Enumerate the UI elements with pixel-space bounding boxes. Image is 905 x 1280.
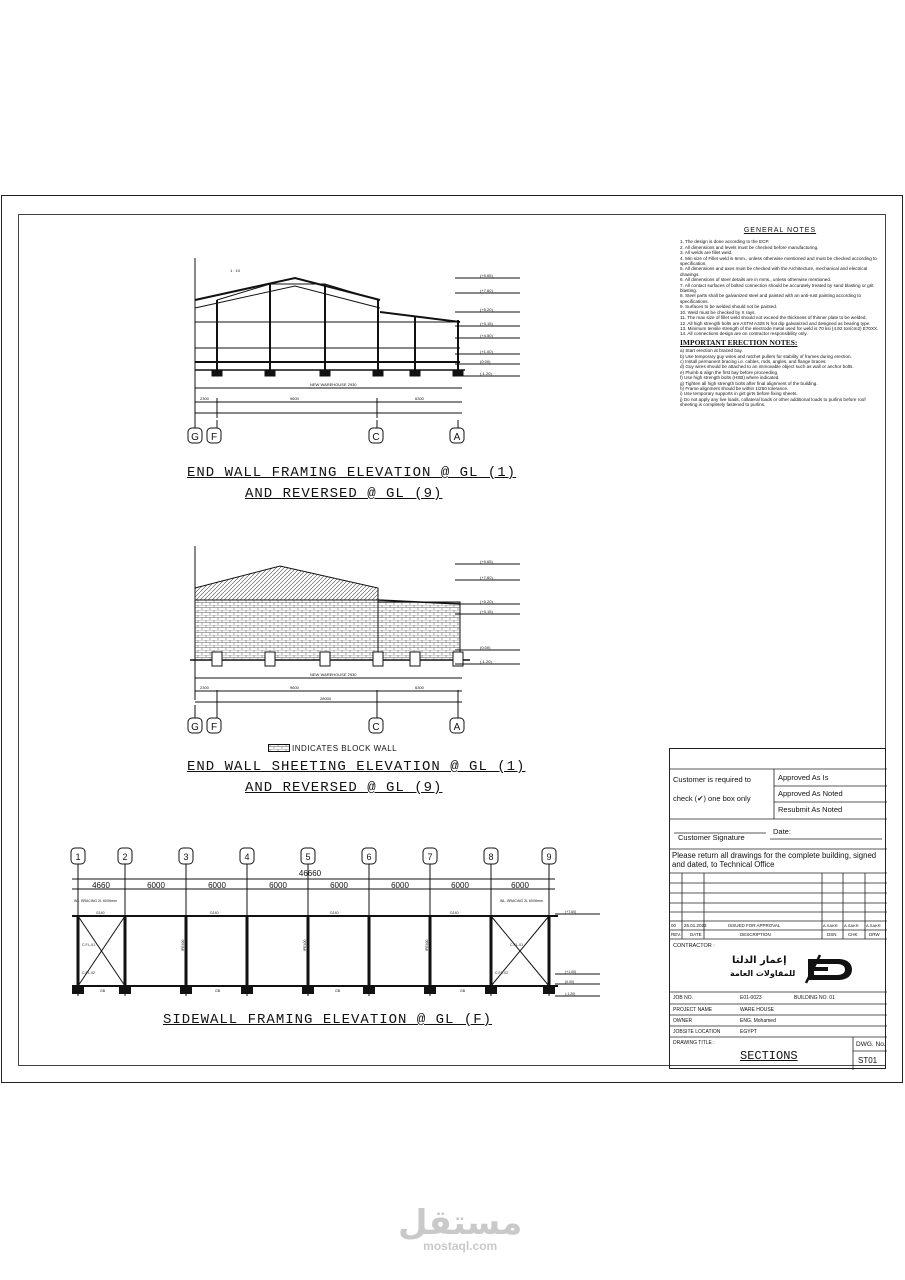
level-label: (+9.65) xyxy=(480,273,493,278)
total-label: NEW WAREHOUSE 2930 xyxy=(310,382,357,387)
note-item: 8. Steel parts shall be galvanized steel and painted with an anti-rust painting according to specifications. xyxy=(680,293,862,304)
gridline-label: 7 xyxy=(427,852,433,862)
gridline-label: G xyxy=(191,722,199,733)
sidewall-framing-elevation xyxy=(60,846,600,1006)
gridline-label: 3 xyxy=(183,852,189,862)
dim-label: 6300 xyxy=(415,396,424,401)
general-notes xyxy=(680,228,880,408)
note-item: 3. All welds are fillet weld. xyxy=(680,250,733,256)
end-wall-framing-subtitle: AND REVERSED @ GL (9) xyxy=(245,486,443,502)
location-label: JOBSITE LOCATION xyxy=(673,1029,721,1035)
level-label: (+3.15) xyxy=(480,609,493,614)
gridline-label: G xyxy=(191,432,199,443)
strut-label: C.F.L.01 xyxy=(82,943,96,947)
level-label: (+3.15) xyxy=(480,321,493,326)
girt-label: G140 xyxy=(96,911,105,915)
project-label: PROJECT NAME xyxy=(673,1007,713,1013)
note-item: 14. All connections design are on contractor responsibility only. xyxy=(680,331,808,337)
rev-date: 25.01.2023 xyxy=(684,923,707,928)
gridline-label: 2 xyxy=(122,852,128,862)
level-label: (+7.60) xyxy=(480,288,493,293)
approved-option[interactable]: Approved As Is xyxy=(778,773,829,782)
note-item: 7. All contact surfaces of bolted connection should be accurately treated by sand blasting or grit blasting. xyxy=(680,282,874,294)
location-value: EGYPT xyxy=(740,1029,757,1035)
gridline-label: A xyxy=(453,722,461,733)
owner-label: OWNER xyxy=(673,1018,693,1024)
level-label: (+1.00) xyxy=(565,970,577,974)
resubmit-option[interactable]: Resubmit As Noted xyxy=(778,805,843,814)
rev-no: 00 xyxy=(671,923,677,928)
level-label: (-1.20) xyxy=(565,992,576,996)
level-label: (+7.60) xyxy=(565,910,577,914)
strut-label: C.F.L.02 xyxy=(495,971,509,975)
column-label: IPE400 xyxy=(425,939,429,951)
watermark-latin: mostaql.com xyxy=(423,1239,498,1253)
end-wall-sheeting-elevation xyxy=(180,540,520,720)
signature-label: Customer Signature xyxy=(678,833,745,842)
note-item: 1. The design is done according to the ECP. xyxy=(680,239,770,245)
gridline-label: 1 xyxy=(75,852,81,862)
h-description: DESCRIPTION xyxy=(740,932,771,937)
note-item: 2. All dimensions and levels must be checked before manufacturing. xyxy=(680,244,819,250)
h-chk: CHK xyxy=(848,932,858,937)
bracing-note: WL. BRACING 2L 60X6mm xyxy=(74,899,117,903)
girt-label: G140 xyxy=(210,911,219,915)
level-label: (0.00) xyxy=(480,359,491,364)
gridline-label: C xyxy=(372,432,380,443)
return-instruction: Please return all drawings for the complete building, signed and dated, to Technical Office xyxy=(672,851,877,869)
drawing-title-label: DRAWING TITLE : xyxy=(673,1040,715,1046)
dim-label: 6300 xyxy=(415,685,424,690)
gridline-label: F xyxy=(210,722,218,733)
gridline-label: C xyxy=(372,722,380,733)
erection-item: j) Do not apply any live loads, collateral loads or other additional loads to purlins before roof sheeting is completely fastened to purlins. xyxy=(680,396,866,408)
total-label: NEW WAREHOUSE 2930 xyxy=(310,672,357,677)
logo-arabic-line2: للمقاولات العامة xyxy=(730,969,796,978)
sidewall-title: SIDEWALL FRAMING ELEVATION @ GL (F) xyxy=(163,1012,493,1028)
h-dsn: DSN xyxy=(827,932,837,937)
general-notes-list xyxy=(680,239,880,336)
note-item: 11. The max size of fillet weld should not exceed the thickness of thinner plate to be welded. xyxy=(680,315,867,321)
note-item: 6. All dimensions of steel details are in mms., unless otherwise mentioned. xyxy=(680,277,832,283)
erection-item: d) Guy wires should be attached to an immovable object such as wall or anchor bolts. xyxy=(680,364,854,370)
erection-item: i) Use temporary supports in girt girts before fixing sheets. xyxy=(680,391,798,397)
strut-label: C.F.L.02 xyxy=(82,971,96,975)
strut-label: C.F.L.01 xyxy=(510,943,524,947)
bay-dim: 4660 xyxy=(92,881,110,890)
foot-label: GB xyxy=(215,989,221,993)
erection-item: e) Plumb & align the first bay before proceeding. xyxy=(680,369,779,375)
note-item: 13. Minimum tensile strength of the electrode metal used for weld is 70 ksi (4.92 ton/cm2) E70XX. xyxy=(680,325,879,331)
rev-drawer: A.SAKR xyxy=(866,923,881,928)
dim-label: 28000 xyxy=(320,696,332,701)
bay-dim: 6000 xyxy=(330,881,348,890)
erection-item: a) Start erection at braced bay. xyxy=(680,348,743,354)
level-label: (+5.20) xyxy=(480,307,493,312)
gridline-label: 4 xyxy=(244,852,250,862)
level-label: (-1.20) xyxy=(480,371,492,376)
title-block xyxy=(669,748,886,1069)
erection-item: h) Frame alignment should be within 1/250 tolerance. xyxy=(680,385,789,391)
company-logo-icon xyxy=(804,953,854,985)
foot-label: GB xyxy=(100,989,106,993)
job-label: JOB NO. xyxy=(673,995,694,1001)
watermark xyxy=(398,1203,522,1253)
level-label: (+1.00) xyxy=(480,349,493,354)
bay-dim: 6000 xyxy=(208,881,226,890)
owner-value: ENG. Mohamed xyxy=(740,1018,776,1024)
end-wall-sheeting-title: END WALL SHEETING ELEVATION @ GL (1) xyxy=(187,759,526,775)
note-item: 4. Min size of Fillet weld is 6mm., unless otherwise mentioned and must be checked according to specification. xyxy=(680,255,877,267)
bay-dim: 6000 xyxy=(511,881,529,890)
slope-label: 1 : 10 xyxy=(230,268,241,273)
erection-heading: IMPORTANT ERECTION NOTES: xyxy=(680,337,798,347)
column-label: IPE400 xyxy=(181,939,185,951)
erection-item: b) Use temporary guy wires and ratchet pullers for stability of frames during erection. xyxy=(680,353,852,359)
check-instruction: check (✔) one box only xyxy=(673,794,751,803)
level-label: (+9.65) xyxy=(480,559,493,564)
level-label: (0.00) xyxy=(565,980,575,984)
end-wall-sheeting-subtitle: AND REVERSED @ GL (9) xyxy=(245,780,443,796)
end-wall-framing-title: END WALL FRAMING ELEVATION @ GL (1) xyxy=(187,465,517,481)
dim-label: 2300 xyxy=(200,685,209,690)
erection-item: f) Use high strength bolts (HSB) where indicated. xyxy=(680,375,780,381)
girt-label: G140 xyxy=(450,911,459,915)
logo-arabic-line1: إعمار الدلتا xyxy=(732,955,787,966)
foot-label: GB xyxy=(335,989,341,993)
dwg-no-label: DWG. No. xyxy=(856,1041,886,1048)
note-item: 10. Weld must be checked by X rays. xyxy=(680,309,756,315)
job-value: E01-0023 xyxy=(740,995,762,1001)
drawing-title: SECTIONS xyxy=(740,1049,798,1063)
h-date: DATE xyxy=(690,932,702,937)
project-value: WARE HOUSE xyxy=(740,1007,774,1013)
girt-label: G140 xyxy=(330,911,339,915)
column-label: IPE400 xyxy=(303,939,307,951)
note-item: 5. All dimensions and axes must be checked with the Architecture, mechanical and electrical drawings. xyxy=(680,266,868,277)
level-label: (+7.60) xyxy=(480,575,493,580)
h-drw: DRW xyxy=(869,932,880,937)
bracing-note: WL. BRACING 2L 60X6mm xyxy=(500,899,543,903)
foot-label: GB xyxy=(460,989,466,993)
end-wall-framing-elevation xyxy=(180,250,520,450)
gridline-label: 8 xyxy=(488,852,494,862)
dim-label: 9600 xyxy=(290,396,299,401)
bay-dim: 6000 xyxy=(391,881,409,890)
sheeting-gridlines xyxy=(185,716,475,736)
rev-description: ISSUED FOR APPROVAL xyxy=(728,923,781,928)
dwg-no: ST01 xyxy=(858,1056,878,1065)
customer-required: Customer is required to xyxy=(673,775,751,784)
legend-label: INDICATES BLOCK WALL xyxy=(292,744,398,753)
notes-heading: GENERAL NOTES xyxy=(743,227,817,234)
overall-dim: 46660 xyxy=(298,869,322,878)
gridline-label: 9 xyxy=(546,852,552,862)
dim-label: 2300 xyxy=(200,396,209,401)
rev-designer: A.SAKR xyxy=(823,923,838,928)
building-label: BUILDING NO. 01 xyxy=(794,995,835,1001)
note-item: 9. Surfaces to be welded should not be painted. xyxy=(680,304,778,310)
gridline-label: F xyxy=(210,432,218,443)
note-item: 12. All high strength bolts are ASTM A325 N hot dip galvanized and designed as bearing type. xyxy=(680,320,871,326)
contractor-label: CONTRACTOR : xyxy=(673,943,715,949)
level-label: (+4.50) xyxy=(480,333,493,338)
approved-noted-option[interactable]: Approved As Noted xyxy=(778,789,843,798)
h-rev: REV. xyxy=(671,932,682,937)
bay-dim: 6000 xyxy=(451,881,469,890)
date-label: Date: xyxy=(773,827,791,836)
erection-item: c) Install permanent bracing i.e. cables, rods, angles, and flange braces. xyxy=(680,358,827,364)
level-label: (0.00) xyxy=(480,645,491,650)
dim-label: 9600 xyxy=(290,685,299,690)
rev-checker: A.SAKR xyxy=(844,923,859,928)
end-wall-gridlines xyxy=(185,426,475,446)
gridline-label: 5 xyxy=(305,852,311,862)
erection-notes-list xyxy=(680,348,880,407)
bay-dim: 6000 xyxy=(147,881,165,890)
level-label: (-1.20) xyxy=(480,659,492,664)
watermark-arabic: مستقل xyxy=(398,1203,523,1243)
erection-item: g) Tighten all high strength bolts after final alignment of the building. xyxy=(680,380,818,386)
gridline-label: A xyxy=(453,432,461,443)
block-wall-legend-icon xyxy=(268,744,290,752)
gridline-label: 6 xyxy=(366,852,372,862)
level-label: (+5.20) xyxy=(480,599,493,604)
bay-dim: 6000 xyxy=(269,881,287,890)
